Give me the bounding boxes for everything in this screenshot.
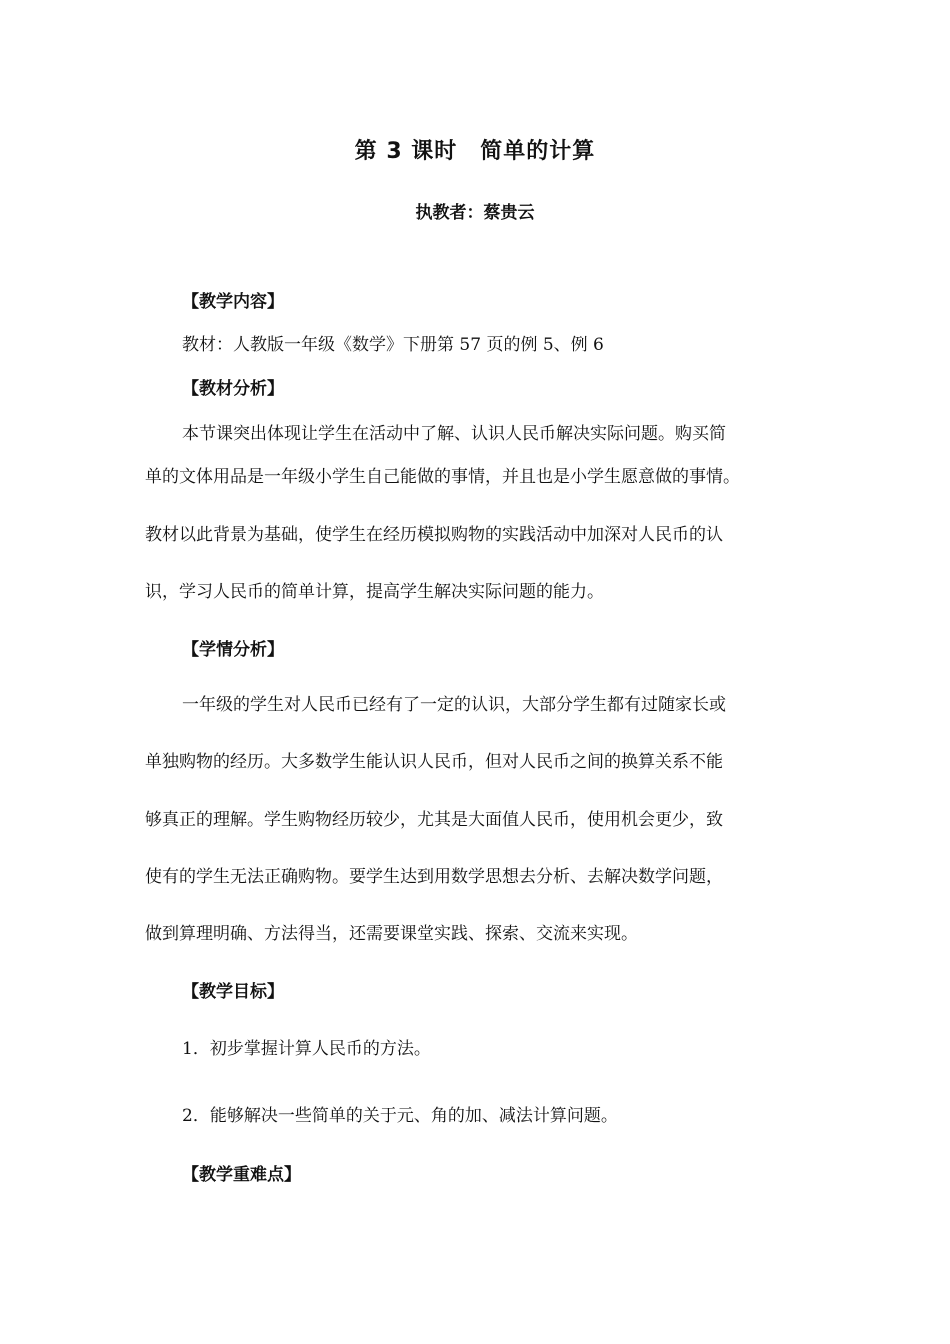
student-analysis-line: 使有的学生无法正确购物。要学生达到用数学思想去分析、去解决数学问题， [145, 867, 723, 887]
heading-teaching-content: 【教学内容】 [182, 292, 284, 312]
heading-key-difficult-points: 【教学重难点】 [182, 1165, 301, 1185]
goal-item: 2．能够解决一些简单的关于元、角的加、减法计算问题。 [182, 1106, 618, 1126]
analysis-line: 识，学习人民币的简单计算，提高学生解决实际问题的能力。 [145, 582, 604, 602]
analysis-line: 本节课突出体现让学生在活动中了解、认识人民币解决实际问题。购买简 [182, 424, 726, 444]
student-analysis-line: 一年级的学生对人民币已经有了一定的认识，大部分学生都有过随家长或 [182, 695, 726, 715]
heading-student-analysis: 【学情分析】 [182, 640, 284, 660]
student-analysis-line: 做到算理明确、方法得当，还需要课堂实践、探索、交流来实现。 [145, 924, 638, 944]
student-analysis-line: 单独购物的经历。大多数学生能认识人民币，但对人民币之间的换算关系不能 [145, 752, 723, 772]
analysis-line: 教材以此背景为基础，使学生在经历模拟购物的实践活动中加深对人民币的认 [145, 525, 723, 545]
heading-teaching-goals: 【教学目标】 [182, 982, 284, 1002]
goal-item: 1．初步掌握计算人民币的方法。 [182, 1039, 431, 1059]
teaching-content-text: 教材：人教版一年级《数学》下册第 57 页的例 5、例 6 [182, 335, 604, 355]
analysis-line: 单的文体用品是一年级小学生自己能做的事情，并且也是小学生愿意做的事情。 [145, 467, 740, 487]
teacher-name: 执教者：蔡贵云 [415, 203, 535, 223]
lesson-title: 第 3 课时 简单的计算 [354, 139, 596, 164]
student-analysis-line: 够真正的理解。学生购物经历较少，尤其是大面值人民币，使用机会更少，致 [145, 810, 723, 830]
heading-material-analysis: 【教材分析】 [182, 379, 284, 399]
